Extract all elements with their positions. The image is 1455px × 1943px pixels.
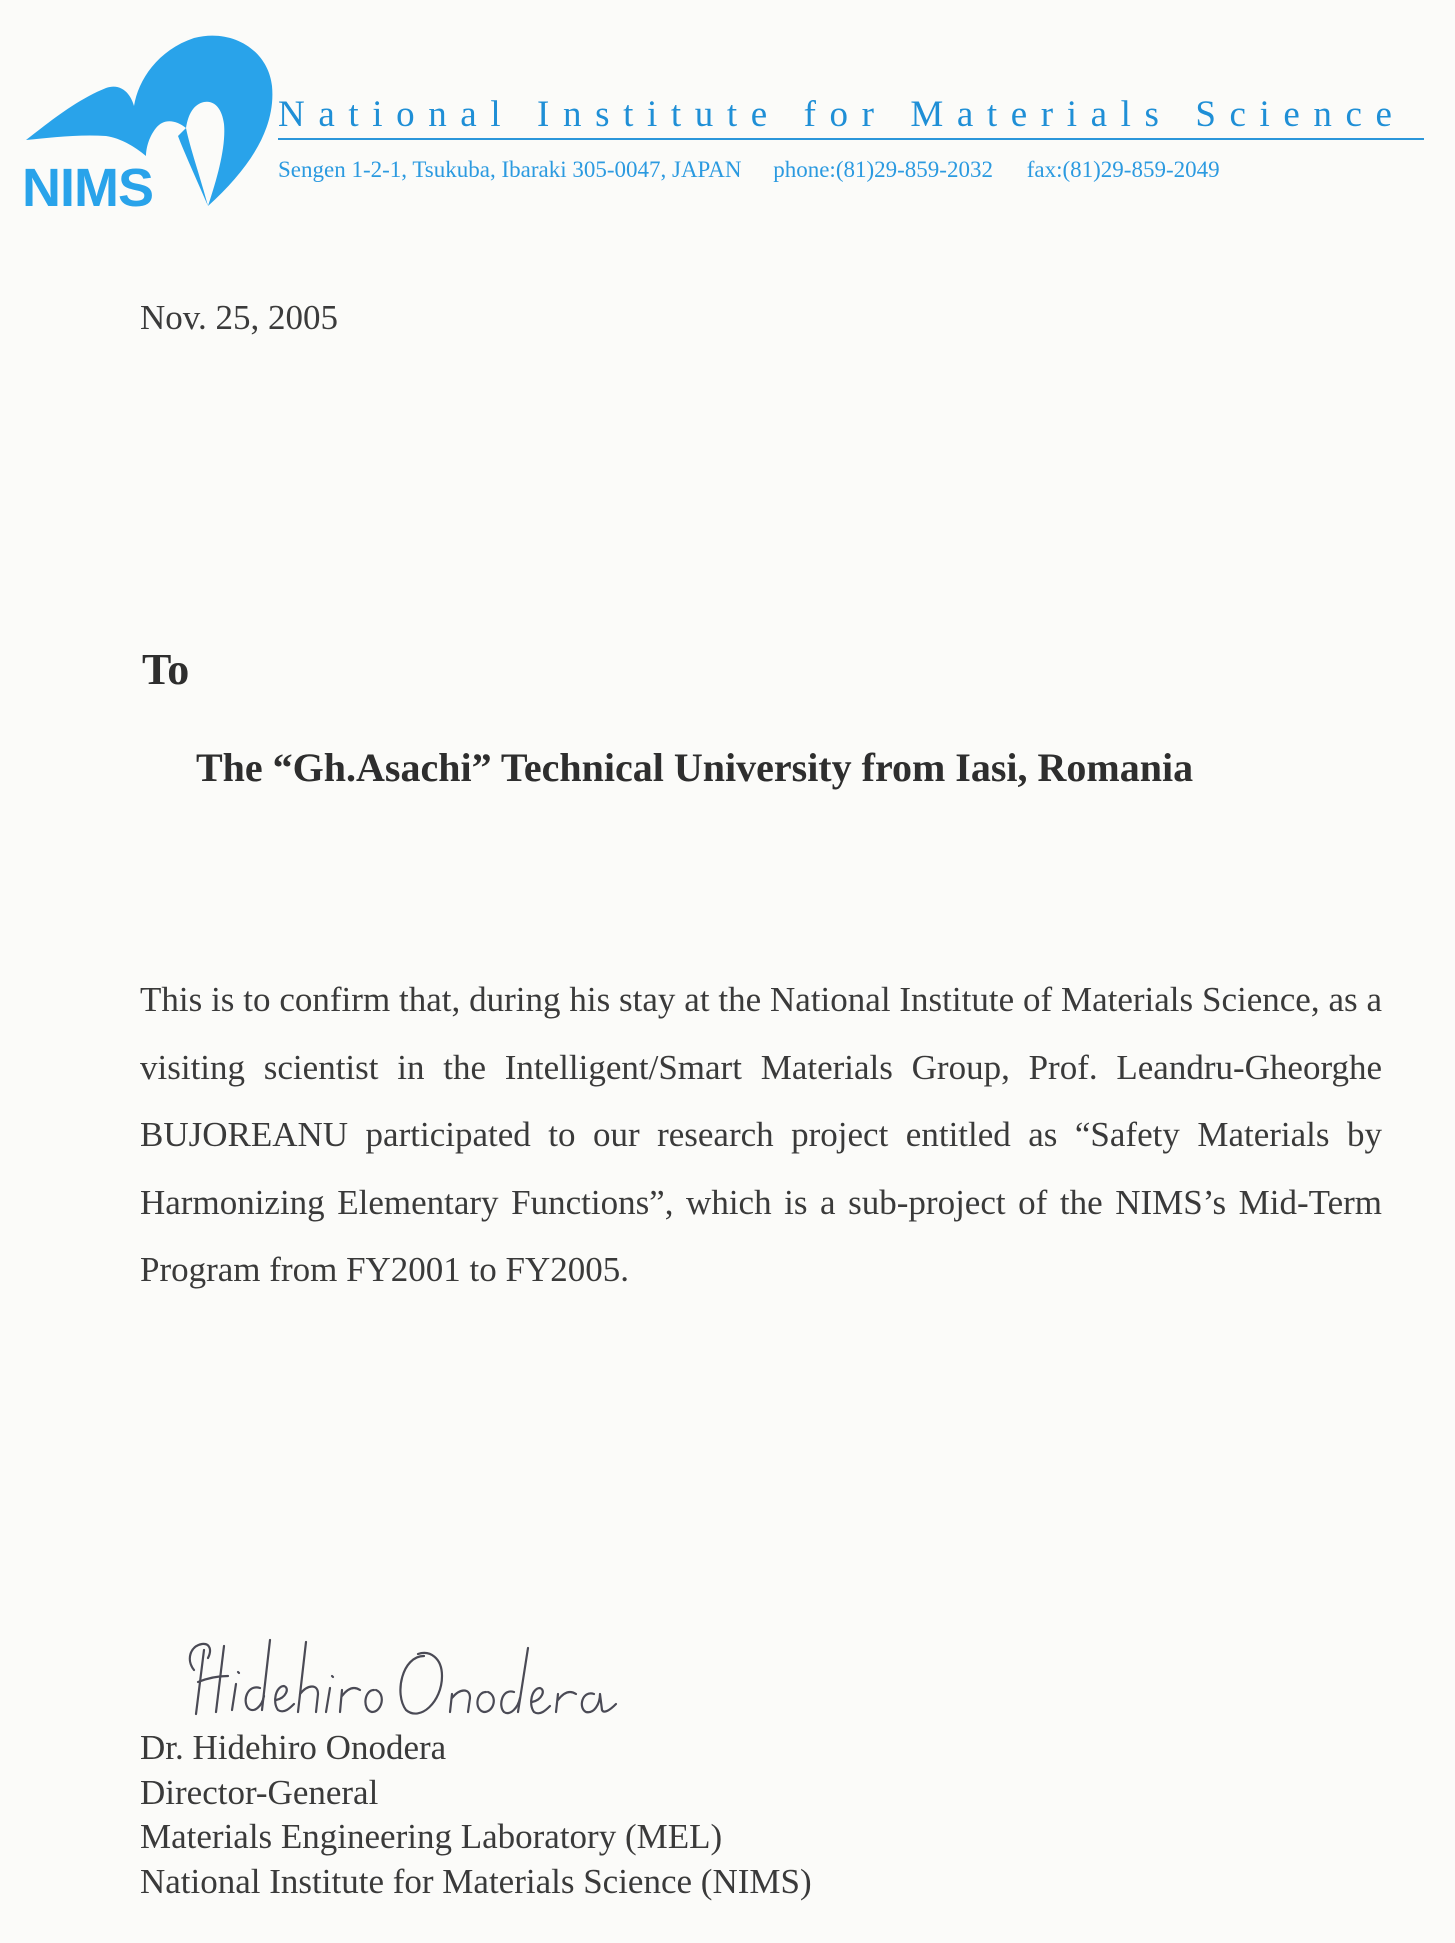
signatory-laboratory: Materials Engineering Laboratory (MEL) (140, 1817, 723, 1856)
signatory-name: Dr. Hidehiro Onodera (140, 1728, 447, 1767)
logo-text: NIMS (22, 158, 153, 218)
letter-body: This is to confirm that, during his stay at the National Institute of Materials Science, as a visiting scientist in the Intelligent/Smart Materials Group, Prof. Leandru-Gheorghe BUJOREANU participated to our research project entitled as “Safety Materials by Harmonizing Elementary Functions”, which is a sub-project of the NIMS’s Mid-Term Program from FY2001 to FY2005. (140, 980, 1382, 1289)
signatory-institute: National Institute for Materials Science (NIMS) (140, 1861, 812, 1901)
institute-address: Sengen 1-2-1, Tsukuba, Ibaraki 305-0047, JAPAN (278, 157, 742, 182)
nims-logo (18, 28, 273, 218)
signature-icon (180, 1610, 700, 1740)
letter-date: Nov. 25, 2005 (140, 298, 339, 337)
salutation: To (142, 645, 190, 694)
letterhead (0, 0, 1455, 230)
institute-name: National Institute for Materials Science (278, 94, 1406, 135)
letterhead-rule (278, 138, 1424, 140)
handwritten-signature (180, 1610, 700, 1740)
signature-block (140, 1726, 812, 1904)
institute-phone: phone:(81)29-859-2032 (773, 157, 993, 182)
signatory-title: Director-General (140, 1772, 379, 1812)
contact-line (278, 158, 1220, 181)
institute-fax: fax:(81)29-859-2049 (1026, 157, 1220, 182)
nims-heart-logo-icon (18, 28, 273, 218)
addressee: The “Gh.Asachi” Technical University from Iasi, Romania (196, 745, 1194, 790)
